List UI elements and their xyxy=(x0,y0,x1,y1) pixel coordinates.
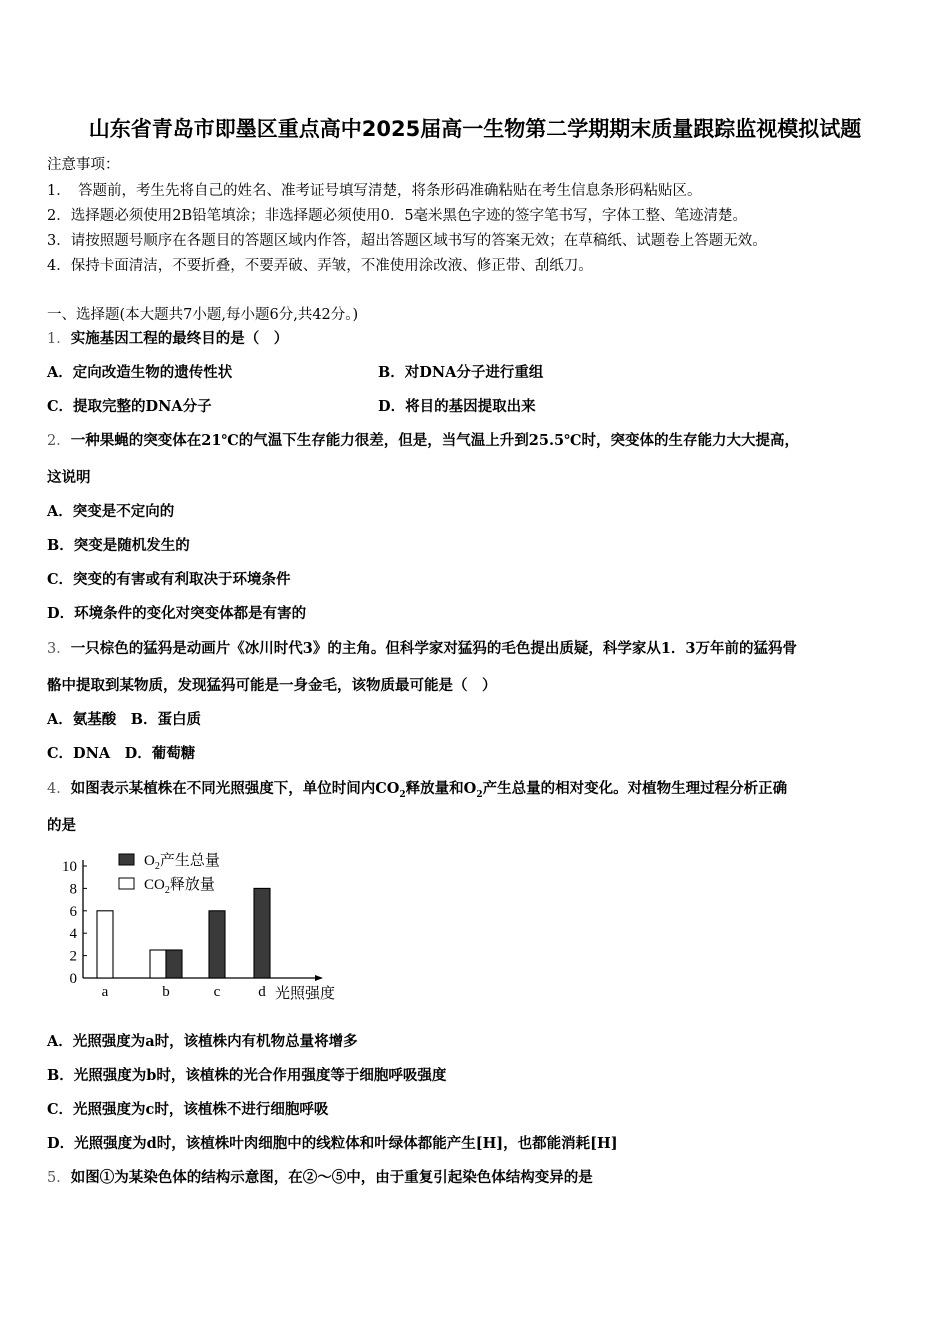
question-number: 2． xyxy=(47,433,71,449)
question-stem: 一种果蝇的突变体在21℃的气温下生存能力很差，但是，当气温上升到25.5℃时，突变体的生存能力大大提高， xyxy=(70,432,799,449)
notice-item-2: 2．选择题必须使用2B铅笔填涂；非选择题必须使用0．5毫米黑色字迹的签字笔书写，字体工整、笔迹清楚。 xyxy=(47,208,748,224)
q2-option-c: C．突变的有害或有利取决于环境条件 xyxy=(47,571,291,588)
notice-heading: 注意事项： xyxy=(47,157,120,173)
q2-option-d: D．环境条件的变化对突变体都是有害的 xyxy=(47,605,307,622)
x-tick-label: a xyxy=(101,984,109,1000)
legend-swatch-co2 xyxy=(119,878,134,889)
question-5 xyxy=(47,1166,593,1187)
question-2-cont: 这说明 xyxy=(47,469,91,486)
question-stem-b: 释放量和O xyxy=(405,780,477,797)
y-tick-label: 10 xyxy=(62,859,77,875)
question-stem: 一只棕色的猛犸是动画片《冰川时代3》的主角。但科学家对猛犸的毛色提出质疑，科学家从1．3万年前的猛犸骨 xyxy=(70,640,797,657)
question-3 xyxy=(47,637,797,658)
question-number: 4． xyxy=(47,781,71,797)
y-tick-label: 2 xyxy=(69,948,77,965)
question-2 xyxy=(47,429,799,450)
x-axis-label: 光照强度 xyxy=(275,986,336,1002)
bar-o2 xyxy=(254,888,270,978)
notice-item-4: 4．保持卡面清洁，不要折叠，不要弄破、弄皱，不准使用涂改液、修正带、刮纸刀。 xyxy=(47,258,593,274)
q2-option-b: B．突变是随机发生的 xyxy=(47,537,190,554)
q1-option-a: A．定向改造生物的遗传性状 xyxy=(47,364,233,381)
question-1 xyxy=(47,327,288,348)
y-tick-label: 8 xyxy=(69,881,77,898)
question-stem-c: 产生总量的相对变化。对植物生理过程分析正确 xyxy=(482,780,788,797)
bar-o2 xyxy=(209,911,225,978)
q4-option-a: A．光照强度为a时，该植株内有机物总量将增多 xyxy=(47,1033,358,1050)
bar-co2 xyxy=(150,950,166,978)
legend-label-o2: $O_2$产生总量 xyxy=(144,853,220,872)
x-tick-label: c xyxy=(213,984,221,1000)
section-heading: 一、选择题(本大题共7小题,每小题6分,共42分。) xyxy=(47,307,359,323)
y-tick-label: 4 xyxy=(69,926,77,943)
question-stem: 如图①为某染色体的结构示意图，在②～⑤中，由于重复引起染色体结构变异的是 xyxy=(70,1169,593,1186)
y-tick-label: 0 xyxy=(69,971,77,987)
q3-options-cd: C．DNA D．葡萄糖 xyxy=(47,745,196,762)
question-stem: 如图表示某植株在不同光照强度下，单位时间内CO xyxy=(70,780,400,797)
x-tick-label: b xyxy=(162,984,170,1000)
q1-option-b: B．对DNA分子进行重组 xyxy=(378,364,544,381)
legend-label-co2: $CO_2$释放量 xyxy=(144,877,215,896)
q4-option-d: D．光照强度为d时，该植株叶肉细胞中的线粒体和叶绿体都能产生[H]，也都能消耗[H] xyxy=(47,1135,618,1152)
q4-option-c: C．光照强度为c时，该植株不进行细胞呼吸 xyxy=(47,1101,329,1118)
q1-option-d: D．将目的基因提取出来 xyxy=(378,398,536,415)
subscript: 2 xyxy=(399,789,406,800)
notice-item-1: 1． 答题前，考生先将自己的姓名、准考证号填写清楚，将条形码准确粘贴在考生信息条形码粘贴区。 xyxy=(47,183,702,199)
bar-o2 xyxy=(166,950,182,978)
x-tick-label: d xyxy=(258,984,266,1000)
question-number: 5． xyxy=(47,1170,71,1186)
notice-item-3: 3．请按照题号顺序在各题目的答题区域内作答，超出答题区域书写的答案无效；在草稿纸、试题卷上答题无效。 xyxy=(47,233,767,249)
x-axis-arrow xyxy=(315,975,323,981)
question-3-cont: 骼中提取到某物质，发现猛犸可能是一身金毛，该物质最可能是（ ） xyxy=(47,677,497,694)
legend-swatch-o2 xyxy=(119,854,134,865)
question-stem: 实施基因工程的最终目的是（ ） xyxy=(70,330,289,347)
question-number: 1． xyxy=(47,331,71,347)
bar-chart xyxy=(47,840,357,1010)
question-4 xyxy=(47,777,787,800)
subscript: 2 xyxy=(476,789,483,800)
page-title: 山东省青岛市即墨区重点高中2025届高一生物第二学期期末质量跟踪监视模拟试题 xyxy=(88,117,862,141)
q1-option-c: C．提取完整的DNA分子 xyxy=(47,398,212,415)
question-number: 3． xyxy=(47,641,71,657)
q4-option-b: B．光照强度为b时，该植株的光合作用强度等于细胞呼吸强度 xyxy=(47,1067,447,1084)
bar-co2 xyxy=(97,911,113,978)
q3-options-ab: A．氨基酸 B．蛋白质 xyxy=(47,711,202,728)
y-tick-label: 6 xyxy=(69,903,77,920)
question-4-cont: 的是 xyxy=(47,817,76,834)
q2-option-a: A．突变是不定向的 xyxy=(47,503,175,520)
